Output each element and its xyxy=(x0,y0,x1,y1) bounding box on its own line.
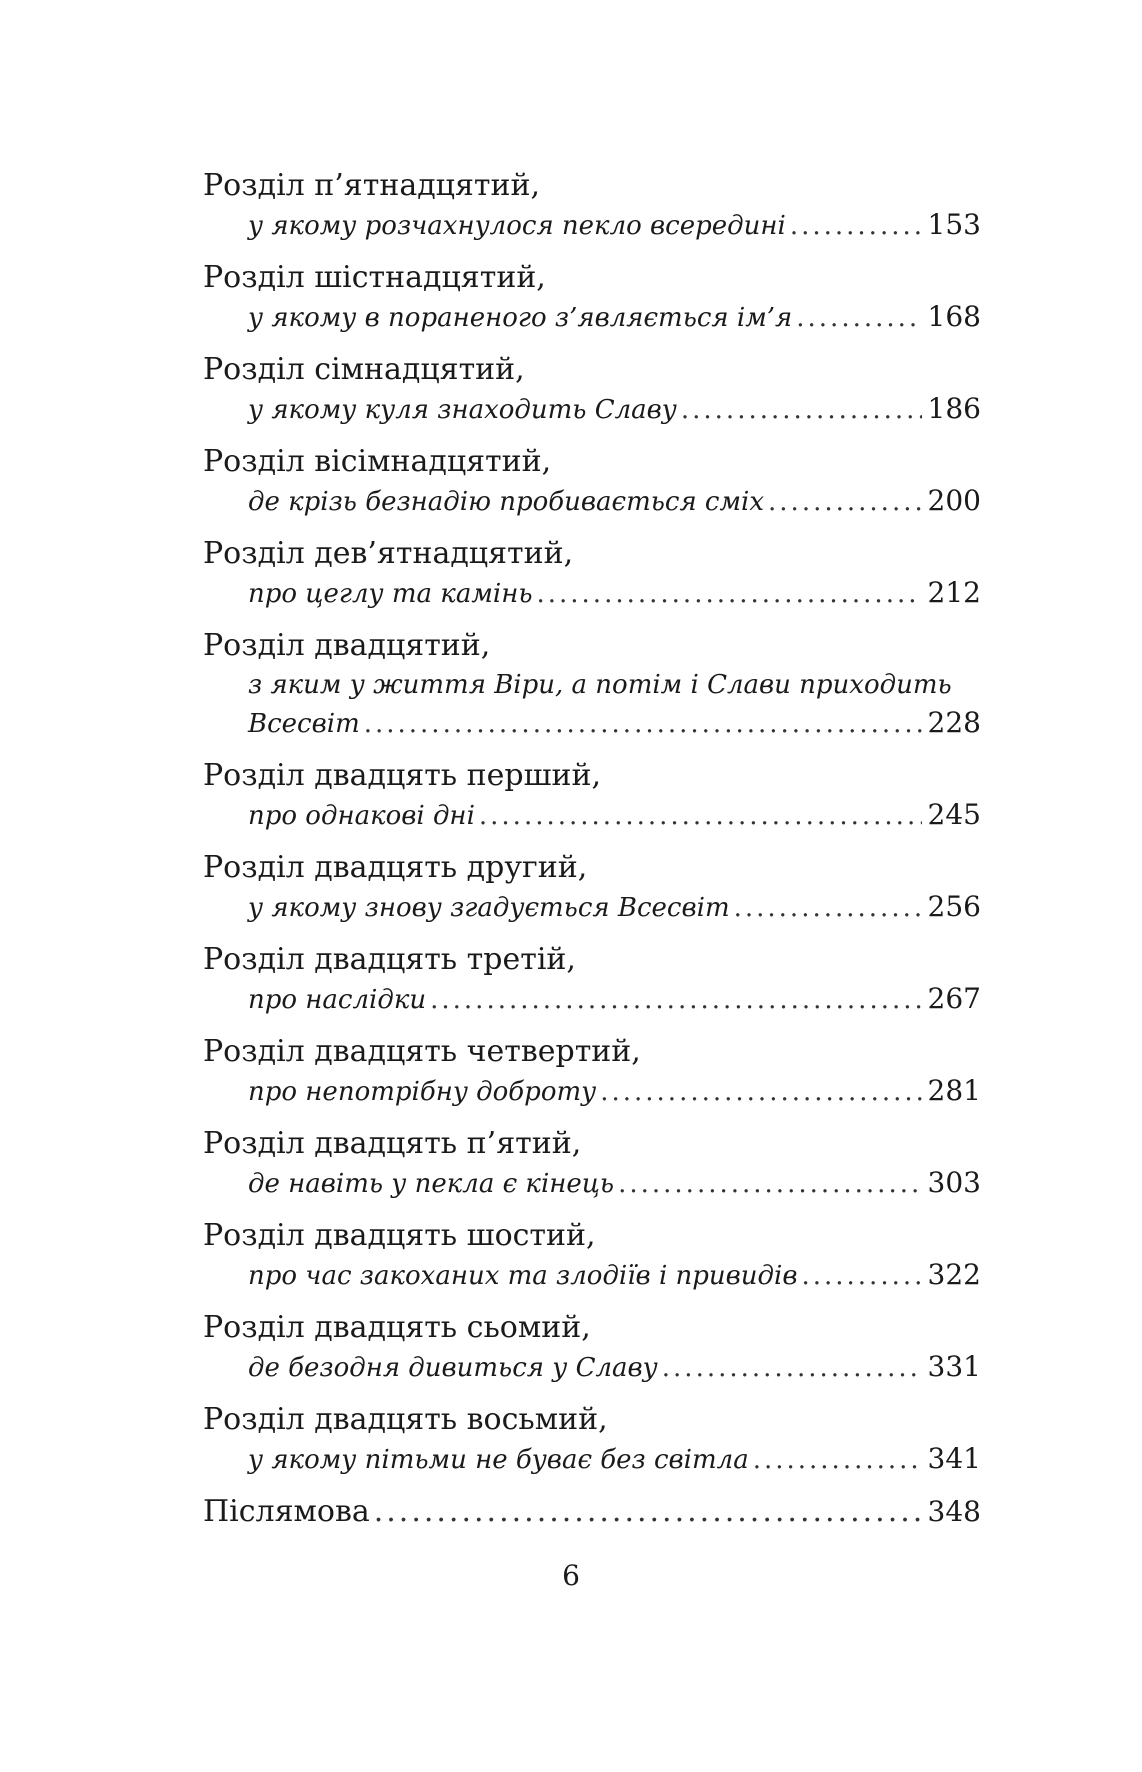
dot-leader xyxy=(536,575,921,613)
page-reference: 228 xyxy=(927,706,981,739)
chapter-subtitle: у якому пітьми не буває без світла xyxy=(248,1445,749,1475)
dot-leader xyxy=(374,1492,922,1532)
table-of-contents xyxy=(203,166,981,1532)
toc-entry[interactable] xyxy=(203,166,981,244)
chapter-title: Розділ двадцятий, xyxy=(203,628,491,663)
chapter-title: Розділ двадцять другий, xyxy=(203,850,588,885)
chapter-subtitle-line xyxy=(203,796,981,834)
dot-leader xyxy=(790,207,922,245)
chapter-subtitle: де крізь безнадію пробивається сміх xyxy=(248,487,765,517)
chapter-title: Розділ дев’ятнадцятий, xyxy=(203,536,574,571)
toc-entry[interactable] xyxy=(203,350,981,428)
chapter-subtitle-line xyxy=(203,390,981,428)
page-reference: 303 xyxy=(927,1166,981,1199)
dot-leader xyxy=(364,705,922,743)
chapter-subtitle: про наслідки xyxy=(248,985,427,1015)
chapter-subtitle: про однакові дні xyxy=(248,801,475,831)
page-reference: 267 xyxy=(927,982,981,1015)
chapter-title: Розділ двадцять шостий, xyxy=(203,1218,596,1253)
chapter-title: Розділ вісімнадцятий, xyxy=(203,444,552,479)
dot-leader xyxy=(479,797,922,835)
toc-entry[interactable] xyxy=(203,534,981,612)
chapter-subtitle-line xyxy=(203,1072,981,1110)
dot-leader xyxy=(734,889,922,927)
chapter-subtitle: про час закоханих та злодіїв і привидів xyxy=(248,1261,798,1291)
page-number: 6 xyxy=(562,1559,580,1592)
page-reference: 186 xyxy=(927,392,981,425)
page-reference: 256 xyxy=(927,890,981,923)
page-reference: 200 xyxy=(927,484,981,517)
toc-entry[interactable] xyxy=(203,940,981,1018)
chapter-subtitle-line xyxy=(203,482,981,520)
chapter-subtitle: у якому знову згадується Всесвіт xyxy=(248,893,730,923)
chapter-subtitle-line xyxy=(203,666,981,704)
chapter-title: Розділ шістнадцятий, xyxy=(203,260,546,295)
chapter-title: Розділ п’ятнадцятий, xyxy=(203,168,541,203)
chapter-subtitle: Всесвіт xyxy=(248,709,360,739)
chapter-subtitle: у якому куля знаходить Славу xyxy=(248,395,677,425)
chapter-subtitle-line xyxy=(203,206,981,244)
page-reference: 281 xyxy=(927,1074,981,1107)
page-reference: 168 xyxy=(927,300,981,333)
chapter-subtitle-line xyxy=(203,704,981,742)
chapter-subtitle: про цеглу та камінь xyxy=(248,579,533,609)
chapter-title: Розділ двадцять восьмий, xyxy=(203,1402,608,1437)
chapter-subtitle: у якому в пораненого з’являється ім’я xyxy=(248,303,793,333)
chapter-subtitle-line xyxy=(203,1164,981,1202)
dot-leader xyxy=(768,483,922,521)
chapter-subtitle: про непотрібну доброту xyxy=(248,1077,597,1107)
toc-entry[interactable] xyxy=(203,1308,981,1386)
toc-entry[interactable] xyxy=(203,1124,981,1202)
page-reference: 348 xyxy=(927,1495,981,1528)
chapter-title: Розділ двадцять перший, xyxy=(203,758,602,793)
dot-leader xyxy=(796,299,921,337)
toc-entry[interactable] xyxy=(203,1400,981,1478)
chapter-subtitle: де безодня дивиться у Славу xyxy=(248,1353,658,1383)
chapter-subtitle-line xyxy=(203,298,981,336)
chapter-title: Розділ двадцять сьомий, xyxy=(203,1310,591,1345)
chapter-subtitle-line xyxy=(203,1440,981,1478)
chapter-subtitle-line xyxy=(203,1256,981,1294)
chapter-subtitle-line xyxy=(203,980,981,1018)
dot-leader xyxy=(753,1441,922,1479)
toc-entry[interactable] xyxy=(203,1032,981,1110)
toc-entry[interactable] xyxy=(203,1216,981,1294)
page-reference: 245 xyxy=(927,798,981,831)
dot-leader xyxy=(430,981,921,1019)
dot-leader xyxy=(600,1073,921,1111)
chapter-subtitle-line xyxy=(203,888,981,926)
chapter-title: Розділ сімнадцятий, xyxy=(203,352,525,387)
toc-entry-afterword[interactable] xyxy=(203,1492,981,1532)
page-reference: 322 xyxy=(927,1258,981,1291)
page-reference: 331 xyxy=(927,1350,981,1383)
page-reference: 212 xyxy=(927,576,981,609)
toc-entry[interactable] xyxy=(203,258,981,336)
dot-leader xyxy=(681,391,922,429)
dot-leader xyxy=(801,1257,921,1295)
chapter-subtitle: де навіть у пекла є кінець xyxy=(248,1169,615,1199)
toc-entry[interactable] xyxy=(203,848,981,926)
afterword-title: Післямова xyxy=(203,1494,370,1529)
chapter-subtitle: з яким у життя Віри, а потім і Слави приходить xyxy=(248,670,952,700)
dot-leader xyxy=(662,1349,922,1387)
chapter-title: Розділ двадцять четвертий, xyxy=(203,1034,641,1069)
page-reference: 153 xyxy=(927,208,981,241)
page-reference: 341 xyxy=(927,1442,981,1475)
chapter-title: Розділ двадцять п’ятий, xyxy=(203,1126,582,1161)
toc-entry[interactable] xyxy=(203,442,981,520)
chapter-subtitle-line xyxy=(203,574,981,612)
chapter-subtitle-line xyxy=(203,1348,981,1386)
chapter-title: Розділ двадцять третій, xyxy=(203,942,576,977)
toc-entry[interactable] xyxy=(203,626,981,742)
chapter-subtitle: у якому розчахнулося пекло всередині xyxy=(248,211,786,241)
dot-leader xyxy=(618,1165,921,1203)
toc-entry[interactable] xyxy=(203,756,981,834)
